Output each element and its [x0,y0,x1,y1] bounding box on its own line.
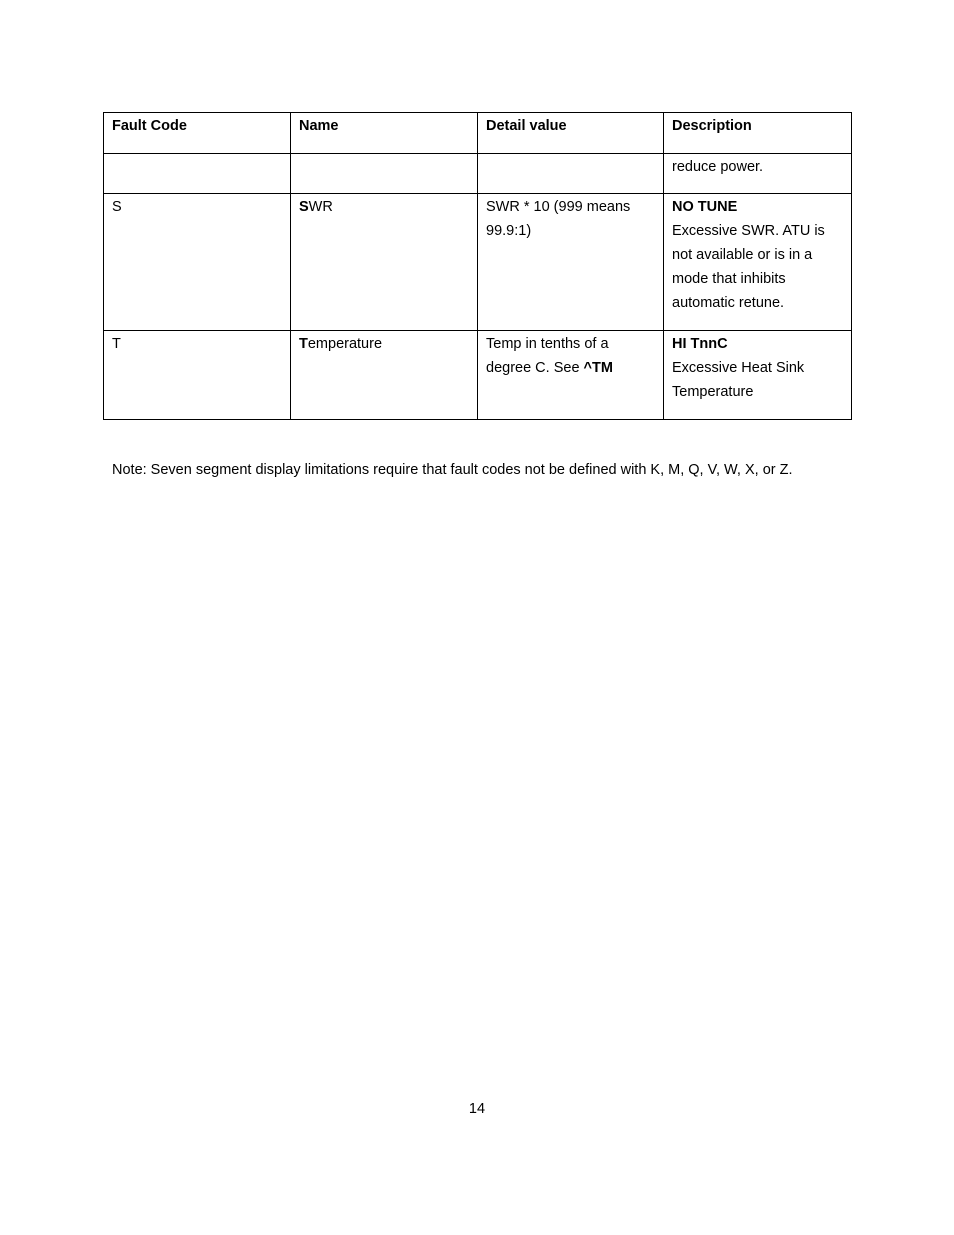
table-row [104,331,852,420]
fault-code-table [103,112,852,420]
header-detail-value: Detail value [478,113,664,154]
table-header-row [104,113,852,154]
cell-fault-code: T [104,331,291,420]
cell-detail-value [478,331,664,420]
cell-detail-value [478,194,664,331]
cell-name [291,331,478,420]
name-initial: T [299,336,308,352]
header-fault-code: Fault Code [104,113,291,154]
detail-text: SWR * 10 (999 means 99.9:1) [486,199,631,239]
name-rest: WR [308,199,333,215]
table-row [104,194,852,331]
description-text: Excessive Heat Sink Temperature [672,360,805,400]
note-paragraph: Note: Seven segment display limitations require that fault codes not be defined with K, M, Q, V, W, X, or Z. [112,462,793,478]
cell-description [664,331,852,420]
page-number: 14 [468,1101,486,1117]
description-title: NO TUNE [672,199,738,215]
cell-fault-code: S [104,194,291,331]
cell-fault-code [104,154,291,194]
description-title: HI TnnC [672,336,728,352]
detail-bold: ^TM [583,360,613,376]
table-row [104,154,852,194]
detail-text: Temp in tenths of a degree C. See [486,336,609,376]
name-rest: emperature [307,336,383,352]
cell-detail-value [478,154,664,194]
cell-name [291,154,478,194]
cell-description: reduce power. [664,154,852,194]
header-description: Description [664,113,852,154]
cell-description [664,194,852,331]
name-initial: S [299,199,309,215]
cell-name [291,194,478,331]
header-name: Name [291,113,478,154]
description-text: Excessive SWR. ATU is not available or is in a mode that inhibits automatic retune. [672,223,825,311]
